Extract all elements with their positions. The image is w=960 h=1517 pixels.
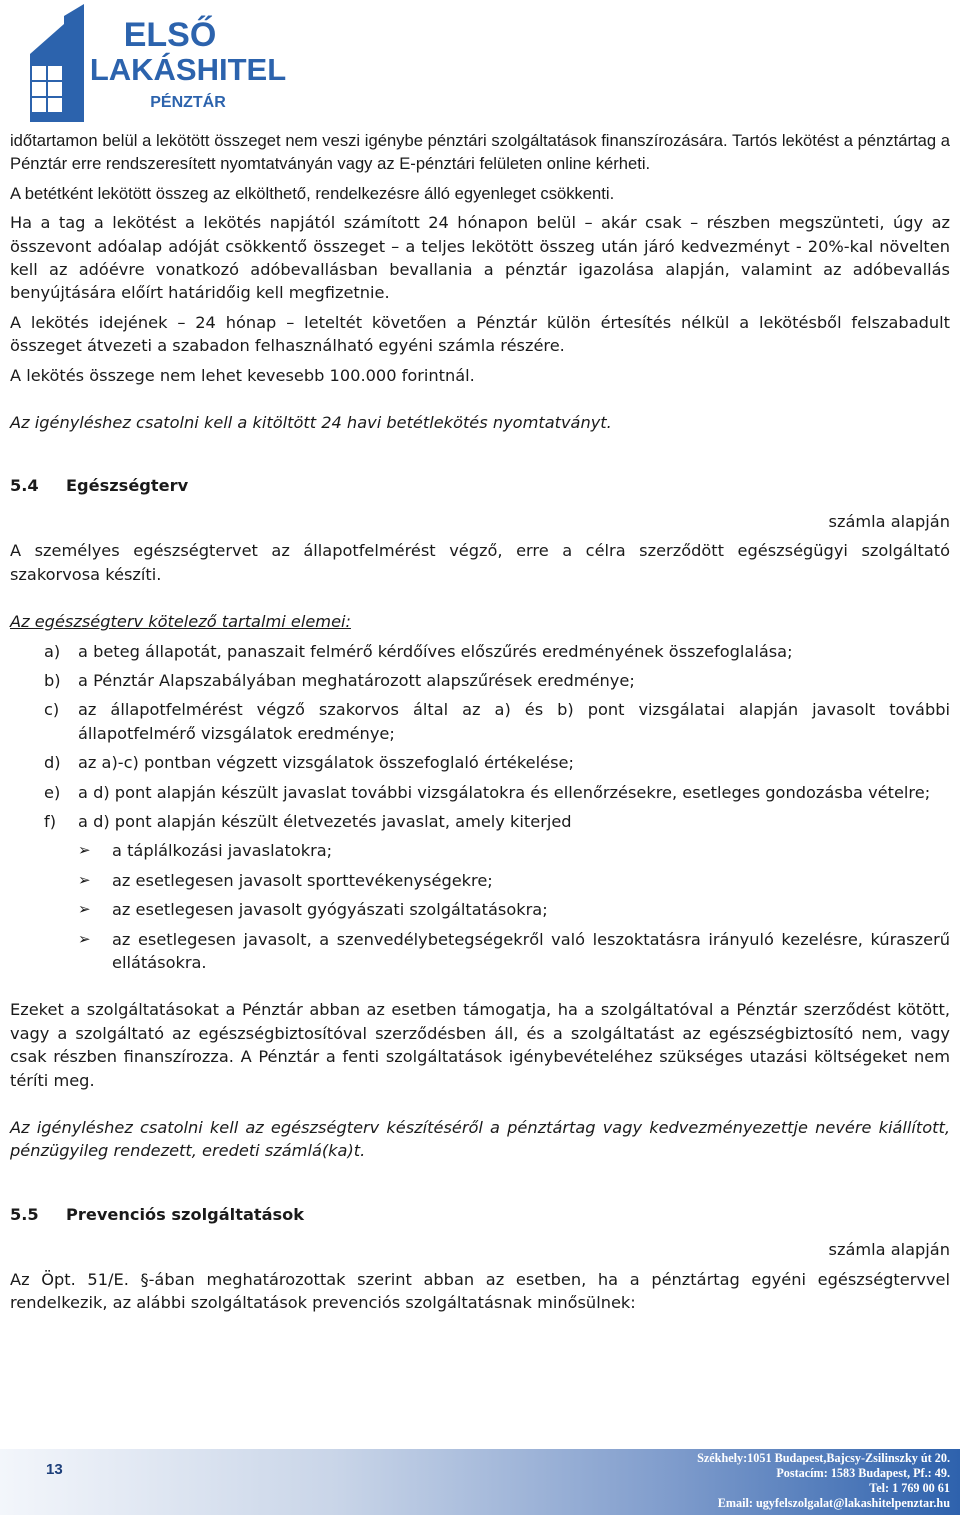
svg-text:PÉNZTÁR: PÉNZTÁR xyxy=(150,94,226,111)
svg-text:LAKÁSHITEL: LAKÁSHITEL xyxy=(89,52,287,87)
list-item: ➢ az esetlegesen javasolt gyógyászati szolgáltatásokra; xyxy=(78,898,950,921)
list-item: c) az állapotfelmérést végző szakorvos által az a) és b) pont vizsgálatai alapján javasolt további állapotfelmérő vizsgálatok eredménye; xyxy=(44,700,950,743)
list-item: e) a d) pont alapján készült javaslat további vizsgálatokra és ellenőrzésekre, esetleges gondozásba vételre; xyxy=(44,782,931,802)
list-item: ➢ a táplálkozási javaslatokra; xyxy=(78,839,950,862)
contact-info xyxy=(697,1451,950,1511)
logo-house-icon xyxy=(30,4,290,124)
paragraph-minimum: A lekötés összege nem lehet kevesebb 100.000 forintnál. xyxy=(10,365,475,385)
arrow-bullet-icon: ➢ xyxy=(78,929,91,948)
list-item: f) a d) pont alapján készült életvezetés javaslat, amely kiterjed xyxy=(44,811,572,831)
list-item: ➢ az esetlegesen javasolt sporttevékenységekre; xyxy=(78,869,950,892)
paragraph-after-lock: A lekötés idejének – 24 hónap – leteltét követően a Pénztár külön értesítés nélkül a lekötésből felszabadult összeget átvezeti a szabadon felhasználható egyéni számla részére. xyxy=(10,312,950,356)
svg-text:ELSŐ: ELSŐ xyxy=(123,16,217,54)
paragraph-prevention-intro: Az Öpt. 51/E. §-ában meghatározottak szerint abban az esetben, ha a pénztártag egyéni egészségtervvel rendelkezik, az alábbi szolgáltatások prevenciós szolgáltatásnak minősülnek: xyxy=(10,1269,950,1313)
paragraph-support-conditions: Ezeket a szolgáltatásokat a Pénztár abban az esetben támogatja, ha a szolgáltatóval a Pénztár szerződést kötött, vagy a szolgáltató az egészségbiztosítóval szerződésben áll, és a szolgáltatást az egészségbiztosító nem, vagy csak részben finanszírozza. A Pénztár a fenti szolgáltatások igénybevételéhez szükséges utazási költségeket nem téríti meg. xyxy=(10,1000,950,1090)
paragraph-balance: A betétként lekötött összeg az elkölthető, rendelkezésre álló egyenleget csökkenti. xyxy=(10,183,615,203)
list-item: d) az a)-c) pontban végzett vizsgálatok összefoglaló értékelése; xyxy=(44,753,574,773)
footer-phone: Tel: 1 769 00 61 xyxy=(869,1481,950,1495)
lifestyle-subitems xyxy=(78,839,950,974)
list-item: b) a Pénztár Alapszabályában meghatározott alapszűrések eredménye; xyxy=(44,670,635,690)
section-heading-5-5: 5.5 Prevenciós szolgáltatások xyxy=(10,1204,305,1224)
arrow-bullet-icon: ➢ xyxy=(78,870,91,889)
list-item: a) a beteg állapotát, panaszait felmérő kérdőíves előszűrés eredményének összefoglalása; xyxy=(44,641,793,661)
list-title: Az egészségterv kötelező tartalmi elemei: xyxy=(10,612,351,632)
paragraph-invoice-attachment: Az igényléshez csatolni kell az egészségterv készítéséről a pénztártag vagy kedvezményezettje nevére kiállított, pénzügyileg rendezett, eredeti számlá(ka)t. xyxy=(10,1118,950,1161)
document-body xyxy=(10,129,950,1314)
paragraph-attachment-note: Az igényléshez csatolni kell a kitöltött 24 havi betétlekötés nyomtatványt. xyxy=(10,413,612,433)
basis-label: számla alapján xyxy=(828,511,950,531)
footer-address: Székhely:1051 Budapest,Bajcsy-Zsilinszky út 20. xyxy=(697,1451,950,1465)
paragraph-health-plan-intro: A személyes egészségtervet az állapotfelmérést végző, erre a célra szerződött egészségügyi szolgáltató szakorvosa készíti. xyxy=(10,541,950,584)
paragraph-lock-period: időtartamon belül a lekötött összeget nem veszi igénybe pénztári szolgáltatások finanszírozására. Tartós lekötést a pénztártag a Pénztár erre rendszeresített nyomtatványán vagy az E-pénztári felületen online kérheti. xyxy=(10,131,950,174)
arrow-bullet-icon: ➢ xyxy=(78,900,91,919)
section-heading-5-4: 5.4 Egészségterv xyxy=(10,476,189,496)
paragraph-early-termination: Ha a tag a lekötést a lekötés napjától számított 24 hónapon belül – akár csak – részben megszünteti, úgy az összevont adóalap adóját csökkentő összeget – a teljes lekötött összeg után járó kedvezményt - 20%-kal növelten kell az adóévre vonatkozó adóbevallásban bevallania a pénztár igazolása alapján, valamint az adóbevallás benyújtására előírt határidőig kell megfizetnie. xyxy=(10,213,950,303)
footer-email: Email: ugyfelszolgalat@lakashitelpenztar.hu xyxy=(717,1496,950,1510)
page-footer xyxy=(0,1449,960,1515)
basis-label: számla alapján xyxy=(828,1240,950,1260)
health-plan-items xyxy=(10,640,950,834)
company-logo xyxy=(30,4,290,124)
page-number: 13 xyxy=(46,1461,63,1478)
footer-postal: Postacím: 1583 Budapest, Pf.: 49. xyxy=(776,1466,950,1480)
list-item: ➢ az esetlegesen javasolt, a szenvedélybetegségekről való leszoktatásra irányuló kezelésre, kúraszerű ellátásokra. xyxy=(78,928,950,975)
arrow-bullet-icon: ➢ xyxy=(78,841,91,860)
